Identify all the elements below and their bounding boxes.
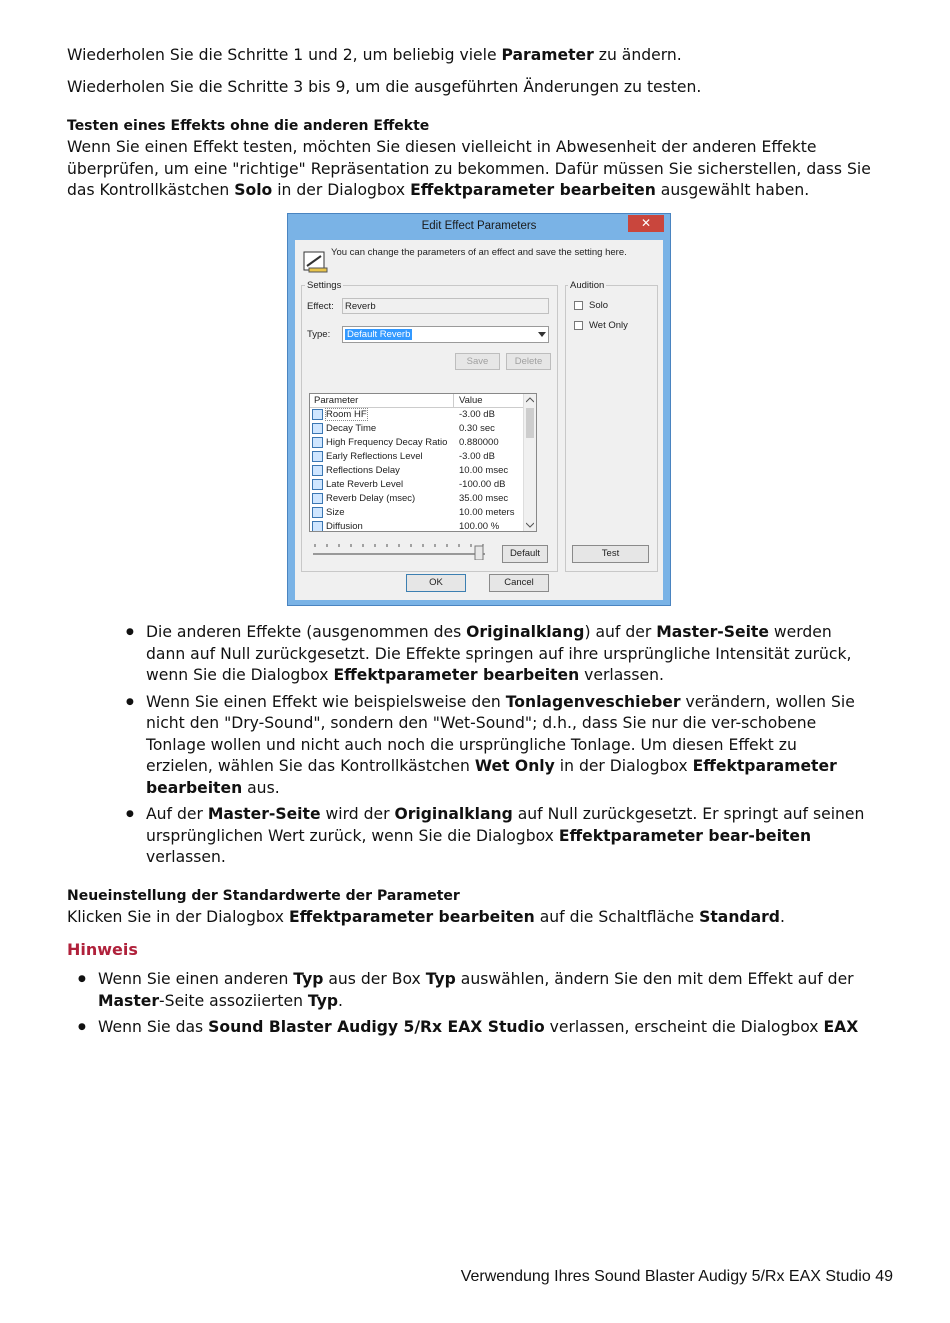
- type-label: Type:: [307, 329, 331, 340]
- parameter-name: High Frequency Decay Ratio: [326, 437, 448, 448]
- parameter-curve-icon: [312, 409, 323, 420]
- wet-only-label[interactable]: Wet Only: [589, 320, 628, 331]
- parameter-value: 10.00 msec: [459, 465, 509, 476]
- parameter-curve-icon: [312, 493, 323, 504]
- test-button[interactable]: Test: [572, 545, 649, 563]
- page-footer: Verwendung Ihres Sound Blaster Audigy 5/Rx EAX Studio 49: [460, 1268, 893, 1285]
- table-row[interactable]: [310, 422, 525, 436]
- parameter-name: Early Reflections Level: [326, 451, 423, 462]
- parameter-curve-icon: [312, 437, 323, 448]
- table-row[interactable]: [310, 492, 525, 506]
- audition-group-label: Audition: [570, 280, 605, 291]
- parameter-name: Reverb Delay (msec): [326, 493, 416, 504]
- parameter-name: Room HF: [326, 409, 367, 420]
- scroll-up-icon[interactable]: [526, 397, 534, 403]
- list-header: [310, 394, 525, 408]
- column-parameter[interactable]: Parameter: [314, 395, 359, 406]
- parameter-value: 0.880000: [459, 437, 499, 448]
- parameter-curve-icon: [312, 451, 323, 462]
- bullet-list-effects: [146, 622, 866, 874]
- scroll-down-icon[interactable]: [526, 522, 534, 528]
- dialog-title: Edit Effect Parameters: [421, 220, 537, 232]
- solo-label[interactable]: Solo: [589, 300, 609, 311]
- default-button[interactable]: Default: [502, 545, 548, 563]
- parameter-name: Decay Time: [326, 423, 377, 434]
- solo-checkbox[interactable]: [574, 301, 583, 310]
- parameter-slider[interactable]: [311, 540, 491, 560]
- scroll-thumb[interactable]: [526, 408, 534, 438]
- parameter-value: -3.00 dB: [459, 409, 495, 420]
- parameter-name: Late Reverb Level: [326, 479, 404, 490]
- note-heading: Hinweis: [67, 940, 138, 959]
- type-select[interactable]: Default Reverb: [342, 326, 549, 343]
- list-item: ● Wenn Sie einen anderen Typ aus der Box Typ auswählen, ändern Sie den mit dem Effekt auf der Master-Seite assoziierten Typ.: [98, 969, 888, 1012]
- edit-settings-icon: [303, 248, 329, 274]
- parameter-curve-icon: [312, 479, 323, 490]
- save-button[interactable]: Save: [455, 353, 500, 370]
- parameter-value: -100.00 dB: [459, 479, 506, 490]
- parameter-curve-icon: [312, 507, 323, 518]
- parameter-curve-icon: [312, 465, 323, 476]
- list-item: ● Die anderen Effekte (ausgenommen des Originalklang) auf der Master-Seite werden dann auf Null zurückgesetzt. Die Effekte springen auf ihre ursprüngliche Intensität zurück, wenn Sie die Dialogbox Effektparameter bearbeiten verlassen.: [146, 622, 866, 687]
- dialog-intro-text: You can change the parameters of an effect and save the setting here.: [331, 247, 627, 258]
- parameter-name: Diffusion: [326, 521, 363, 532]
- table-row[interactable]: [310, 464, 525, 478]
- column-value[interactable]: Value: [459, 395, 483, 406]
- section-heading-reset-defaults: Neueinstellung der Standardwerte der Parameter: [67, 888, 460, 904]
- edit-effect-parameters-dialog: [287, 213, 671, 606]
- list-item: ● Auf der Master-Seite wird der Originalklang auf Null zurückgesetzt. Er springt auf seinen ursprünglichen Wert zurück, wenn Sie die Dialogbox Effektparameter bear-beiten verlassen.: [146, 804, 866, 869]
- delete-button[interactable]: Delete: [506, 353, 551, 370]
- effect-field: Reverb: [342, 298, 549, 314]
- section-text-reset-defaults: Klicken Sie in der Dialogbox Effektparameter bearbeiten auf die Schaltfläche Standard.: [67, 908, 785, 926]
- section-heading-test-effect: Testen eines Effekts ohne die anderen Effekte: [67, 118, 430, 134]
- bullet-list-notes: [98, 969, 888, 1044]
- parameter-name: Reflections Delay: [326, 465, 400, 476]
- parameter-value: 10.00 meters: [459, 507, 515, 518]
- chevron-down-icon: [538, 332, 546, 338]
- list-item: ● Wenn Sie einen Effekt wie beispielsweise den Tonlagenveschieber verändern, wollen Sie nicht den "Dry-Sound", sondern den "Wet-Sound"; d.h., dass Sie nur die ver-schobene Tonlage wollen und nicht auch noch die ursprüngliche Tonlage. Um diesen Effekt zu erzielen, wählen Sie das Kontrollkästchen Wet Only in der Dialogbox Effektparameter bearbeiten aus.: [146, 692, 866, 800]
- table-row[interactable]: [310, 436, 525, 450]
- dialog-client-area: [295, 240, 663, 600]
- parameter-curve-icon: [312, 521, 323, 532]
- table-row[interactable]: [310, 478, 525, 492]
- settings-group-label: Settings: [307, 280, 342, 291]
- table-row[interactable]: [310, 506, 525, 520]
- parameter-curve-icon: [312, 423, 323, 434]
- parameter-list[interactable]: [309, 393, 537, 532]
- effect-label: Effect:: [307, 301, 334, 312]
- parameter-value: 35.00 msec: [459, 493, 509, 504]
- parameter-value: 100.00 %: [459, 521, 500, 532]
- table-row[interactable]: [310, 408, 525, 422]
- ok-button[interactable]: OK: [406, 574, 466, 592]
- parameter-name: Size: [326, 507, 345, 518]
- table-row[interactable]: [310, 520, 525, 532]
- close-icon[interactable]: ✕: [628, 215, 664, 232]
- list-item: ● Wenn Sie das Sound Blaster Audigy 5/Rx EAX Studio verlassen, erscheint die Dialogbox EAX: [98, 1017, 888, 1039]
- table-row[interactable]: [310, 450, 525, 464]
- list-scrollbar[interactable]: [523, 394, 536, 531]
- parameter-value: -3.00 dB: [459, 451, 495, 462]
- section-text-test-effect: Wenn Sie einen Effekt testen, möchten Sie diesen vielleicht in Abwesenheit der anderen Effekte überprüfen, um eine "richtige" Repräsentation zu bekommen. Dafür müssen Sie sicherstellen, dass Sie das Kontrollkästchen Solo in der Dialogbox Effektparameter bearbeiten ausgewählt haben.: [67, 138, 871, 199]
- wet-only-checkbox[interactable]: [574, 321, 583, 330]
- paragraph-step-repeat-1: Wiederholen Sie die Schritte 1 und 2, um beliebig viele Parameter zu ändern.: [67, 46, 682, 64]
- cancel-button[interactable]: Cancel: [489, 574, 549, 592]
- parameter-value: 0.30 sec: [459, 423, 495, 434]
- paragraph-step-repeat-2: Wiederholen Sie die Schritte 3 bis 9, um die ausgeführten Änderungen zu testen.: [67, 78, 702, 96]
